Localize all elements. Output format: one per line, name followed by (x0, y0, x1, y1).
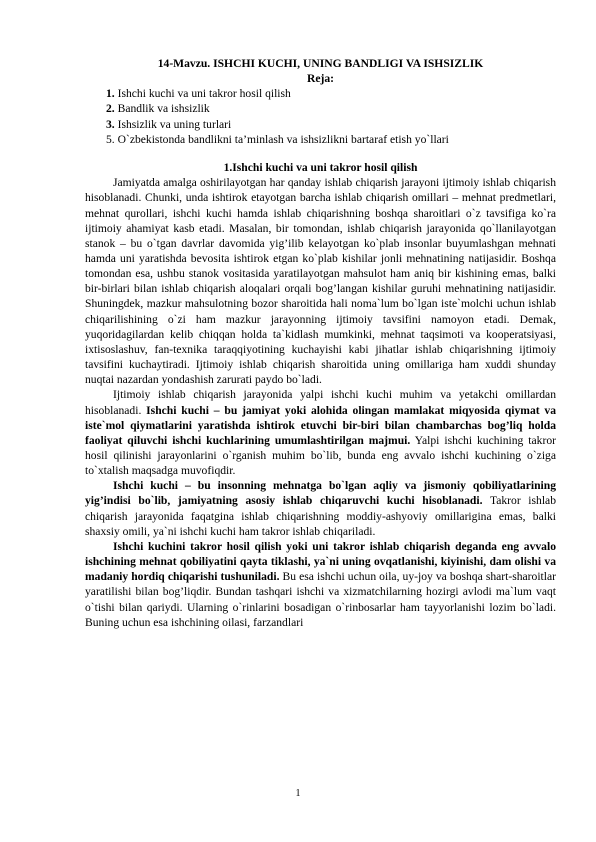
plan-item-number: 3. (106, 117, 115, 131)
body-paragraph (85, 387, 556, 478)
topic-title: 14-Mavzu. ISHCHI KUCHI, UNING BANDLIGI VA ISHSIZLIK (157, 57, 484, 70)
body-paragraph (85, 539, 556, 630)
plan-item (85, 117, 556, 132)
paragraph-text: Jamiyatda amalga oshirilayotgan har qanday ishlab chiqarish jarayoni ijtimoiy ishlab chiqarish hisoblanadi. Chunki, unda ishtirok etayotgan barcha ishlab chiqarish omillari – mehnat predmetlari, mehnat qurollari, ishchi kuchi hamda ishlab chiqarishning boshqa sharoitlari o`z tavsifiga ko`ra ijtimoiy ahamiyat kasb etadi. Masalan, bir tomondan, ishlab chiqarish jarayonida qo`llanilayotgan stanok – bu o`tgan davrlar davomida yig’ilib kelayotgan ko`plab insonlar buyumlashgan mehnati hamda uni yaratishda bevosita ishtirok etgan ko`plab kishilar jonli mehnatining natijasidir. Boshqa tomondan esa, ushbu stanok vositasida yaratilayotgan mahsulot ham aniq bir kishining emas, balki bir-birlari bilan ishlab chiqarish aloqalari orqali bog’langan kishilar guruhi mehnatining natijasidir. Shuningdek, mazkur mahsulotning bozor sharoitida hali noma`lum bo`lgan iste`molchi uchun ishlab chiqarilishining o`zi ham mazkur jarayonning ijtimoiy tavsifini namoyon etadi. Demak, yuqoridagilardan kelib chiqqan holda ta`kidlash mumkinki, mehnat taqsimoti va kooperatsiyasi, ixtisoslashuv, fan-texnika taraqqiyotining kuchayishi kabi jihatlar ishlab chiqarishning ijtimoiy tavsifini kuchaytiradi. Ijtimoiy ishlab chiqarish sharoitida uning omillariga ham xuddi shunday nuqtai nazardan yondashish zarurati paydo bo`ladi. (85, 176, 556, 387)
paragraph-text: Yalpi ishchi kuchining takror hosil qilinishi jarayonlarini o`rganish muhim bo`lib, bunda eng avvalo ishchi kuchining o`ziga to`xtalish maqsadga muvofiqdir. (85, 433, 556, 478)
plan-item-text: Bandlik va ishsizlik (114, 102, 210, 116)
paragraph-text: Takror ishlab chiqarish jarayonida faqatgina ishlab chiqarishning moddiy-ashyoviy omillarigina emas, balki shaxsiy omili, ya`ni ishchi kuchi ham takror ishlab chiqariladi. (85, 494, 557, 538)
body-paragraph (85, 478, 556, 539)
page-number: 1 (295, 788, 301, 799)
section-title: 1.Ishchi kuchi va uni takror hosil qilish (223, 161, 418, 175)
paragraph-definition: Ishchi kuchi – bu insonning mehnatga bo`lgan aqliy va jismoniy qobiliyatlarining yig’indisi bo`lib, jamiyatning asosiy ishlab chiqaruvchi kuchi hisoblanadi. (85, 479, 556, 508)
body-paragraph (85, 175, 556, 387)
paragraph-text: Bu esa ishchi uchun oila, uy-joy va boshqa shart-sharoitlar yaratilishi bilan bog’liqdir. Bundan tashqari ishchi va xizmatchilarning hozirgi avlodi ma`lum vaqt o`tishi bilan qariydi. Ularning o`rinlarini bosadigan o`rinbosarlar ham tayyorlanishi lozim bo`ladi. Buning uchun esa ishchining oilasi, farzandlari (85, 570, 556, 629)
plan-item-text: Ishchi kuchi va uni takror hosil qilish (114, 87, 291, 100)
plan-item-number: 2. (106, 102, 115, 116)
plan-item (85, 132, 556, 147)
plan-item (85, 101, 556, 116)
plan-heading: Reja: (306, 72, 335, 85)
page-content (85, 56, 556, 630)
plan-item-number: 1. (106, 87, 115, 100)
plan-list (85, 86, 556, 147)
paragraph-lead: Ijtimoiy ishlab chiqarish jarayonida yalpi ishchi kuchi muhim va yetakchi omillardan hisoblanadi. (85, 388, 556, 417)
plan-item (85, 86, 556, 101)
plan-item-text: 5. O`zbekistonda bandlikni ta’minlash va ishsizlikni bartaraf etish yo`llari (106, 132, 449, 146)
plan-item-text: Ishsizlik va uning turlari (114, 117, 232, 131)
paragraph-definition: Ishchi kuchini takror hosil qilish yoki uni takror ishlab chiqarish deganda eng avvalo ishchining mehnat qobiliyatini qayta tiklashi, ya`ni uning ovqatlanishi, kiyinishi, dam olishi va madaniy hordiq chiqarishi tushuniladi. (85, 539, 556, 584)
paragraph-definition: Ishchi kuchi – bu jamiyat yoki alohida olingan mamlakat miqyosida qiymat va iste`mol qiymatlarini yaratishda ishtirok etuvchi bir-biri bilan chambarchas bog’liq holda faoliyat qiluvchi ishchi kuchlarining umumlashtirilgan majmui. (85, 403, 557, 447)
